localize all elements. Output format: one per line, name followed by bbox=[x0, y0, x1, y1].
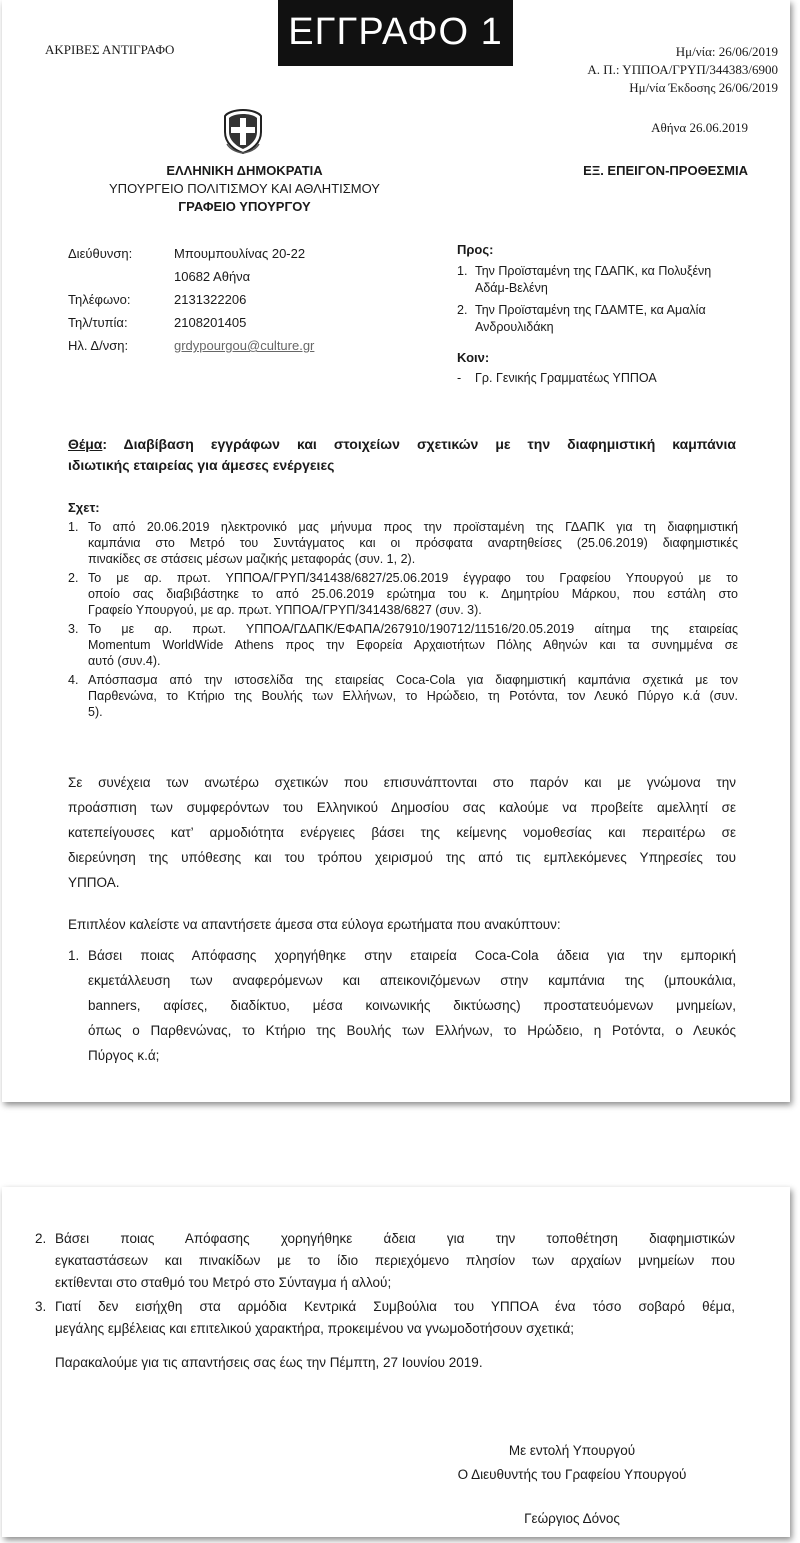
document-badge: ΕΓΓΡΑΦΟ 1 bbox=[278, 0, 513, 66]
numbered-item bbox=[68, 672, 738, 720]
item-number: 3. bbox=[35, 1299, 47, 1314]
question-2 bbox=[35, 1228, 735, 1294]
item-number: 2. bbox=[35, 1231, 47, 1246]
cc-item: - Γρ. Γενικής Γραμματέως ΥΠΠΟΑ bbox=[457, 371, 657, 385]
recipient-1: 1. Την Προϊσταμένη της ΓΔΑΠΚ, κα Πολυξένη Αδάμ-Βελένη bbox=[457, 264, 712, 295]
subject-label: Θέμα bbox=[68, 436, 103, 452]
address-label: Διεύθυνση: bbox=[68, 246, 133, 261]
sender-line1: ΕΛΛΗΝΙΚΗ ΔΗΜΟΚΡΑΤΙΑ bbox=[166, 163, 323, 178]
text-line: Γιατί δεν εισήχθη στα αρμόδια Κεντρικά Συμβούλια του ΥΠΠΟΑ ένα τόσο σοβαρό θέμα, bbox=[55, 1299, 735, 1314]
text-line: όπως ο Παρθενώνας, το Κτήριο της Βουλής των Ελλήνων, το Ηρώδειο, η Ροτόντα, ο Λευκός bbox=[88, 1023, 736, 1038]
text-line: Απόσπασμα από την ιστοσελίδα της εταιρείας Coca-Cola για διαφημιστική καμπάνια σχετικά με τον bbox=[88, 673, 738, 687]
item-text bbox=[55, 1296, 735, 1340]
phone-value: 2131322206 bbox=[174, 292, 247, 307]
text-line: Βάσει ποιας Απόφασης χορηγήθηκε άδεια για την τοποθέτηση διαφημιστικών bbox=[55, 1231, 735, 1246]
document-page-1 bbox=[2, 0, 790, 1102]
text-line: Παρθενώνα, το Κτήριο της Βουλής των Ελλήνων, το Ηρώδειο, τη Ροτόντα, τον Λευκό Πύργο κ.ά (συν. bbox=[88, 689, 738, 703]
address-value: Μπουμπουλίνας 20-22 bbox=[174, 246, 306, 261]
question-1 bbox=[68, 943, 736, 1068]
address-value2: 10682 Αθήνα bbox=[174, 269, 251, 284]
text-line: Το με αρ. πρωτ. ΥΠΠΟΑ/ΓΡΥΠ/341438/6827/25.06.2019 έγγραφο του Γραφείου Υπουργού με το bbox=[88, 571, 738, 585]
text-line: Σε συνέχεια των ανωτέρω σχετικών που επισυνάπτονται στο παρόν και με γνώμονα την bbox=[68, 775, 736, 790]
item-number: 1. bbox=[68, 520, 79, 534]
text-line: οποίο σας διαβιβάστηκε το από 25.06.2019 ερώτημα του κ. Δημητρίου Μάρκου, που εστάλη στο bbox=[88, 587, 738, 601]
item-text bbox=[88, 570, 738, 618]
text-line: διερεύνηση της υπόθεσης και του τρόπου χειρισμού της από τις εμπλεκόμενες Υπηρεσίες του bbox=[68, 850, 736, 865]
place-date: Αθήνα 26.06.2019 bbox=[651, 120, 748, 135]
coat-of-arms-icon bbox=[222, 108, 264, 154]
cc-label: Κοιν: bbox=[457, 350, 490, 365]
subject-block bbox=[68, 434, 736, 476]
recipient-2: 2. Την Προϊσταμένη της ΓΔΑΜΤΕ, κα Αμαλία Ανδρουλιδάκη bbox=[457, 303, 706, 334]
meta-protocol: Α. Π.: ΥΠΠΟΑ/ΓΡΥΠ/344383/6900 bbox=[587, 62, 778, 77]
numbered-item bbox=[68, 519, 738, 567]
question-3 bbox=[35, 1296, 735, 1340]
recipients-block bbox=[457, 242, 493, 257]
text-line: ΥΠΠΟΑ. bbox=[68, 875, 120, 890]
urgency-label: ΕΞ. ΕΠΕΙΓΟΝ-ΠΡΟΘΕΣΜΙΑ bbox=[583, 163, 748, 178]
contact-values bbox=[174, 242, 314, 357]
to-label: Προς: bbox=[457, 242, 494, 257]
numbered-item bbox=[35, 1296, 735, 1340]
text-line: αυτό (συν.4). bbox=[88, 654, 161, 668]
sender-block bbox=[102, 162, 387, 216]
deadline-text: Παρακαλούμε για τις απαντήσεις σας έως την Πέμπτη, 27 Ιουνίου 2019. bbox=[55, 1355, 483, 1370]
text-line: Το με αρ. πρωτ. ΥΠΠΟΑ/ΓΔΑΠΚ/ΕΦΑΠΑ/267910/190712/11516/20.05.2019 αίτημα της εταιρείας bbox=[88, 622, 738, 636]
text-line: banners, αφίσες, διαδίκτυο, μέσα κοινωνικής δικτύωσης) προστατευόμενων μνημείων, bbox=[88, 998, 736, 1013]
item-number: 4. bbox=[68, 673, 79, 687]
item-text bbox=[88, 621, 738, 669]
item-text bbox=[88, 943, 736, 1068]
text-line: Πύργος κ.ά; bbox=[88, 1048, 160, 1063]
main-paragraph bbox=[68, 770, 736, 895]
item-text bbox=[88, 519, 738, 567]
meta-block bbox=[587, 43, 778, 97]
questions-intro: Επιπλέον καλείστε να απαντήσετε άμεσα στα εύλογα ερωτήματα που ανακύπτουν: bbox=[68, 917, 561, 932]
document-page-2 bbox=[2, 1187, 790, 1537]
subject-line2: ιδιωτικής εταιρείας για άμεσες ενέργειες bbox=[68, 457, 335, 473]
text-line: εκτίθενται στο σταθμό του Μετρό στο Σύνταγμα ή αλλού; bbox=[55, 1275, 392, 1290]
numbered-item bbox=[68, 621, 738, 669]
item-number: 1. bbox=[68, 948, 80, 963]
item-text bbox=[55, 1228, 735, 1294]
text-line: Γραφείο Υπουργού, με αρ. πρωτ. ΥΠΠΟΑ/ΓΡΥΠ/341438/6827 (συν. 3). bbox=[88, 603, 482, 617]
numbered-item bbox=[35, 1228, 735, 1294]
numbered-item bbox=[68, 943, 736, 1068]
phone-label: Τηλέφωνο: bbox=[68, 292, 131, 307]
text-line: Momentum WorldWide Athens προς την Εφορεία Αρχαιοτήτων Πόλης Αθηνών και τα συνημμένα σε bbox=[88, 638, 738, 652]
text-line: 5). bbox=[88, 705, 103, 719]
text-line: εγκαταστάσεων και πινακίδων με το ίδιο περιεχόμενο πλησίον των αρχαίων μνημείων που bbox=[55, 1253, 735, 1268]
meta-date: Ημ/νία: 26/06/2019 bbox=[675, 44, 778, 59]
signature-line1: Με εντολή Υπουργού bbox=[508, 1443, 636, 1458]
subject-line1: Θέμα: Διαβίβαση εγγράφων και στοιχείων σχετικών με την διαφημιστική καμπάνια bbox=[68, 436, 736, 452]
refs-label: Σχετ: bbox=[68, 500, 100, 515]
text-line: Το από 20.06.2019 ηλεκτρονικό μας μήνυμα προς την προϊσταμένη της ΓΔΑΠΚ για τη διαφημιστική bbox=[88, 520, 738, 534]
item-number: 3. bbox=[68, 622, 79, 636]
text-line: προάσπιση των συμφερόντων του Ελληνικού Δημοσίου σας καλούμε να προβείτε αμελλητί σε bbox=[68, 800, 736, 815]
text-line: μεγάλης εμβέλειας και επιτελικού χαρακτήρα, προκειμένου να γνωμοδοτήσουν σχετικά; bbox=[55, 1321, 575, 1336]
item-number: 2. bbox=[68, 571, 79, 585]
signature-name: Γεώργιος Δόνος bbox=[524, 1511, 620, 1526]
text-line: εκμετάλλευση των αναφερόμενων και απεικονιζόμενων στην καμπάνια της (μπουκάλια, bbox=[88, 973, 736, 988]
text-line: καμπάνια στο Μετρό του Συντάγματος και οι πρόσφατα αναρτηθείσες (25.06.2019) διαφημιστικές bbox=[88, 536, 738, 550]
sender-line3: ΓΡΑΦΕΙΟ ΥΠΟΥΡΓΟΥ bbox=[178, 199, 311, 214]
text-line: πινακίδες σε στάσεις μέσων μαζικής μεταφοράς (συν. 1, 2). bbox=[88, 552, 416, 566]
text-line: κατεπείγουσες κατ’ αρμοδιότητα ενέργειες βάσει της κείμενης νομοθεσίας και περαιτέρω σε bbox=[68, 825, 736, 840]
item-text bbox=[88, 672, 738, 720]
fax-label: Τηλ/τυπία: bbox=[68, 315, 128, 330]
contact-labels bbox=[68, 242, 132, 357]
numbered-item bbox=[68, 570, 738, 618]
signature-line2: Ο Διευθυντής του Γραφείου Υπουργού bbox=[457, 1467, 687, 1482]
email-link[interactable]: grdypourgou@culture.gr bbox=[174, 338, 315, 353]
fax-value: 2108201405 bbox=[174, 315, 247, 330]
sender-line2: ΥΠΟΥΡΓΕΙΟ ΠΟΛΙΤΙΣΜΟΥ ΚΑΙ ΑΘΛΗΤΙΣΜΟΥ bbox=[109, 181, 380, 196]
recipients-list bbox=[457, 263, 777, 336]
copy-note: ΑΚΡΙΒΕΣ ΑΝΤΙΓΡΑΦΟ bbox=[45, 42, 175, 57]
refs-list bbox=[68, 519, 738, 723]
meta-issue-date: Ημ/νία Έκδοσης 26/06/2019 bbox=[629, 80, 778, 95]
signature-block bbox=[422, 1439, 722, 1531]
text-line: Βάσει ποιας Απόφασης χορηγήθηκε στην εταιρεία Coca-Cola άδεια για την εμπορική bbox=[88, 948, 736, 963]
email-label: Ηλ. Δ/νση: bbox=[68, 338, 129, 353]
